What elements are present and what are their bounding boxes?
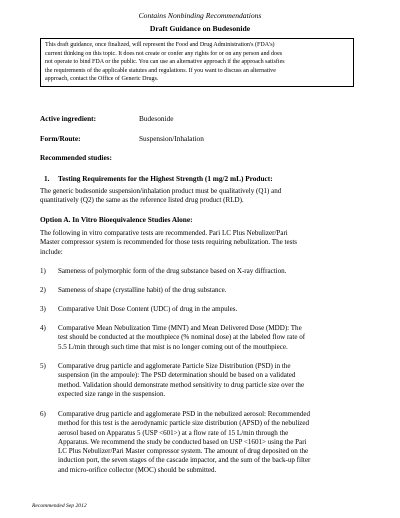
disclaimer-line: This draft guidance, once finalized, will represent the Food and Drug Administration's (FDA's) (45, 42, 275, 48)
list-item (58, 410, 310, 475)
list-item-number: 6) (40, 410, 46, 418)
paragraph-line: Master compressor system is recommended for those tests requiring nebulization. The tests (40, 238, 298, 247)
section-heading: Testing Requirements for the Highest Strength (1 mg/2 mL) Product: (58, 174, 273, 183)
list-item-line: expected size range in the suspension. (58, 389, 166, 398)
section-paragraph (40, 187, 281, 206)
option-a-intro (40, 229, 297, 257)
list-item (58, 286, 227, 295)
list-item-number: 1) (40, 267, 46, 275)
list-item-line: 5.5 L/min through such time that mist is no longer coming out of the mouthpiece. (58, 342, 288, 351)
nonbinding-header: Contains Nonbinding Recommendations (138, 11, 262, 20)
list-item-line: induction port, the seven stages of the cascade impactor, and the sum of the back-up filter (58, 456, 311, 465)
page-title: Draft Guidance on Budesonide (149, 24, 251, 33)
active-ingredient-value: Budesonide (139, 114, 174, 123)
list-item-line: Comparative Mean Nebulization Time (MNT) and Mean Delivered Dose (MDD): The (58, 324, 302, 332)
list-item-line: Apparatus. We recommend the study be conducted based on USP <1601> using the Pari (58, 437, 307, 446)
list-item-line: method for this test is the aerodynamic particle size distribution (APSD) of the nebulized (58, 419, 310, 428)
footer-date: Recommended Sep 2012 (32, 503, 87, 509)
list-item-line: method. Validation should demonstrate method sensitivity to drug particle size over the (58, 380, 305, 389)
list-item-line: Comparative Unit Dose Content (UDC) of drug in the ampules. (58, 305, 238, 313)
list-item-number: 2) (40, 286, 46, 294)
recommended-studies-label: Recommended studies: (40, 153, 112, 162)
list-item (58, 324, 305, 352)
paragraph-line: The following in vitro comparative tests are recommended. Pari LC Plus Nebulizer/Pari (40, 229, 288, 237)
list-item-line: Comparative drug particle and agglomerate PSD in the nebulized aerosol: Recommended (58, 410, 311, 418)
active-ingredient-label: Active ingredient: (40, 114, 96, 123)
list-item-line: test should be conducted at the mouthpiece (% nominal dose) at the labeled flow rate of (58, 333, 306, 342)
list-item-line: Sameness of polymorphic form of the drug substance based on X-ray diffraction. (58, 267, 287, 275)
list-item-number: 3) (40, 305, 46, 313)
list-item-line: aerosol based on Apparatus 5 (USP <601>) at a flow rate of 15 L/min through the (58, 428, 289, 437)
paragraph-line: quantitatively (Q2) the same as the reference listed drug product (RLD). (40, 196, 244, 205)
form-route-value: Suspension/Inhalation (139, 134, 204, 143)
list-item-line: and micro-orifice collector (MOC) should be submitted. (58, 465, 217, 474)
disclaimer-box (40, 38, 354, 87)
list-item-line: Sameness of shape (crystalline habit) of the drug substance. (58, 286, 227, 294)
option-a-heading: Option A. In Vitro Bioequivalence Studies Alone: (40, 215, 193, 224)
list-item-number: 5) (40, 362, 46, 370)
list-item (58, 362, 304, 399)
list-item-line: LC Plus Nebulizer/Pari Master compressor system. The amount of drug deposited on the (58, 447, 309, 456)
section-number: 1. (44, 174, 50, 183)
disclaimer-line: current thinking on this topic. It does not create or confer any rights for or on any person and does (45, 50, 283, 57)
disclaimer-line: not operate to bind FDA or the public. You can use an alternative approach if the approach satisfies (45, 59, 285, 66)
paragraph-line: include: (40, 247, 63, 256)
paragraph-line: The generic budesonide suspension/inhalation product must be qualitatively (Q1) and (40, 187, 282, 195)
list-item-line: suspension (in the ampoule): The PSD determination should be based on a validated (58, 371, 296, 380)
disclaimer-line: the requirements of the applicable statutes and regulations. If you want to discuss an alternative (45, 67, 276, 74)
list-item (58, 305, 237, 314)
list-item-number: 4) (40, 324, 46, 332)
disclaimer-line: approach, contact the Office of Generic Drugs. (45, 76, 159, 83)
list-item-line: Comparative drug particle and agglomerate Particle Size Distribution (PSD) in the (58, 362, 291, 370)
form-route-label: Form/Route: (40, 134, 81, 143)
list-item (58, 267, 286, 276)
